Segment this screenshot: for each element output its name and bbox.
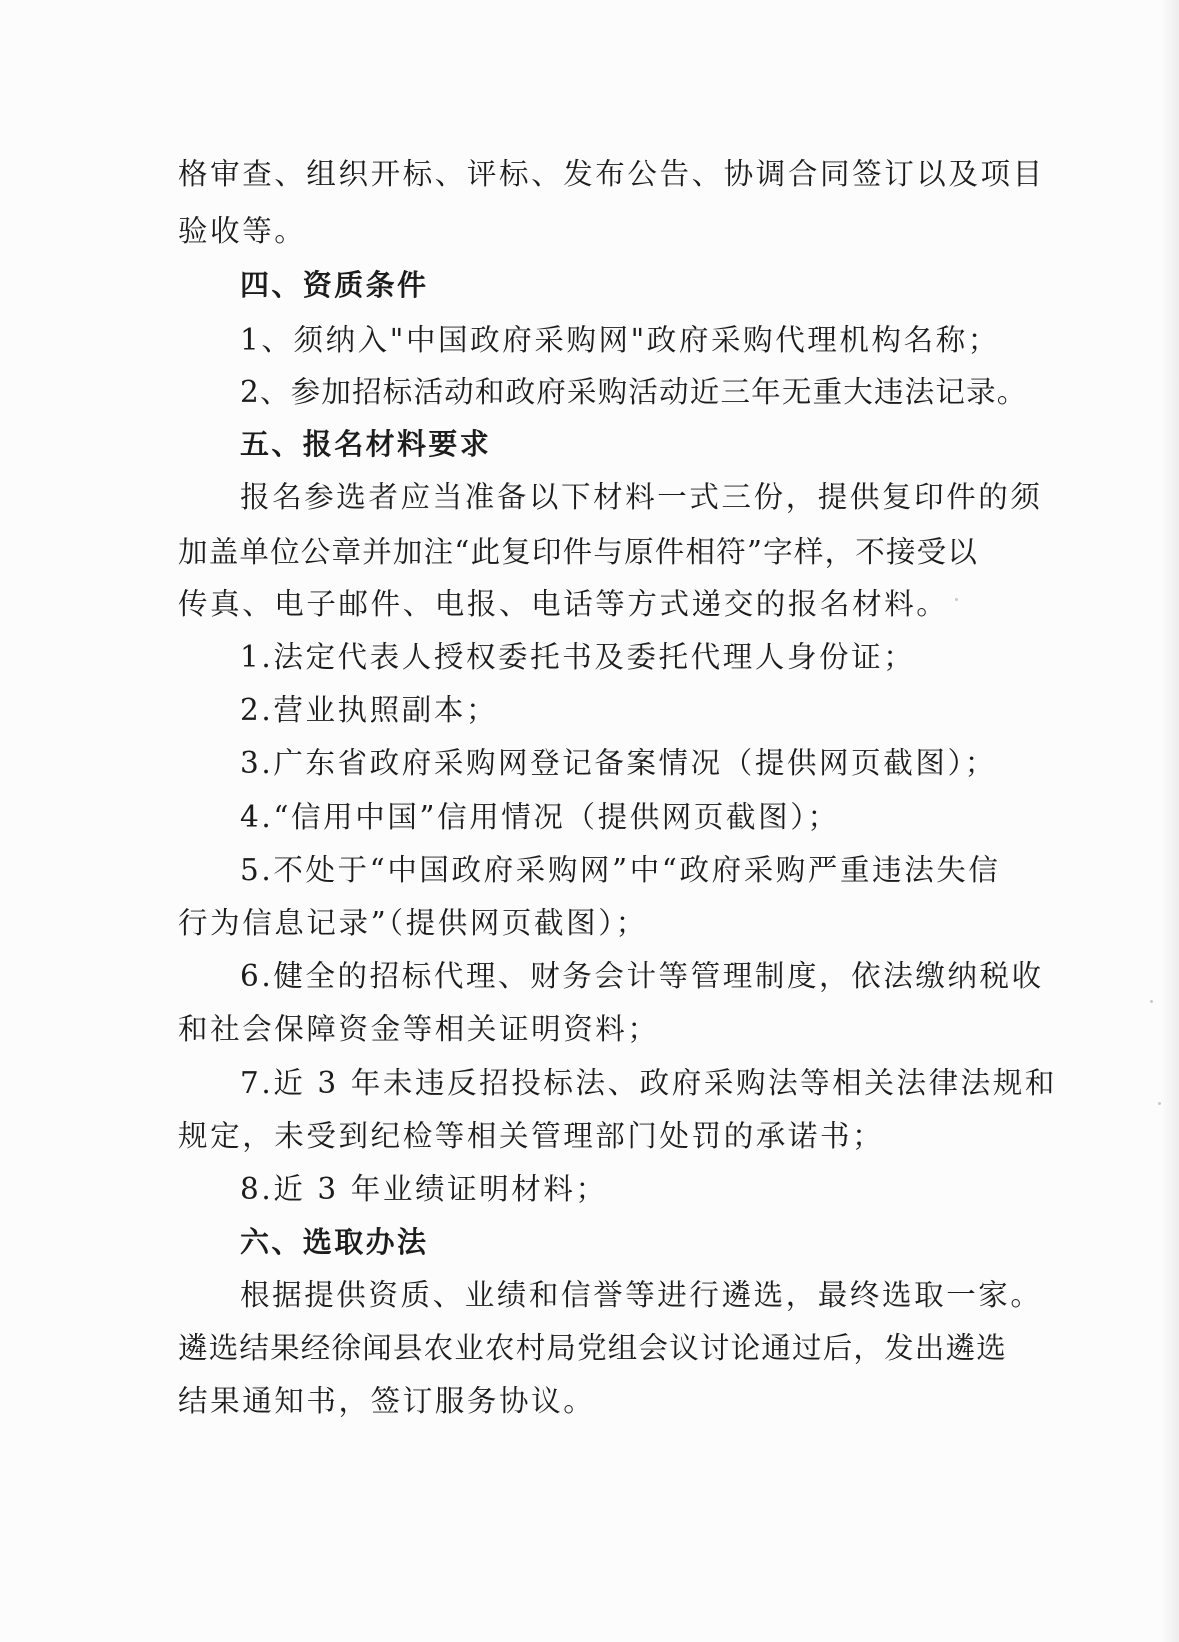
paragraph-line: 验收等。 — [178, 214, 307, 248]
paragraph-line: 根据提供资质、业绩和信誉等进行遴选，最终选取一家。 — [240, 1278, 1043, 1312]
scan-speck — [955, 598, 958, 601]
paragraph-line: 结果通知书，签订服务协议。 — [178, 1384, 596, 1418]
paragraph-line: 传真、电子邮件、电报、电话等方式递交的报名材料。 — [178, 587, 949, 621]
list-item: 1、须纳入"中国政府采购网"政府采购代理机构名称； — [240, 323, 1000, 357]
list-item: 2、参加招标活动和政府采购活动近三年无重大违法记录。 — [240, 375, 1028, 409]
section-heading-qualifications: 四、资质条件 — [240, 268, 429, 302]
list-item: 8.近 3 年业绩证明材料； — [240, 1172, 608, 1206]
list-item: 7.近 3 年未违反招投标法、政府采购法等相关法律法规和 — [240, 1066, 1057, 1100]
list-item-continuation: 规定，未受到纪检等相关管理部门处罚的承诺书； — [178, 1119, 885, 1153]
list-item: 2.营业执照副本； — [240, 693, 499, 727]
paragraph-line: 报名参选者应当准备以下材料一式三份，提供复印件的须 — [240, 480, 1043, 514]
section-heading-selection: 六、选取办法 — [240, 1225, 429, 1259]
page-edge-shadow — [1161, 0, 1179, 1642]
list-item: 1.法定代表人授权委托书及委托代理人身份证； — [240, 640, 916, 674]
list-item-continuation: 行为信息记录”（提供网页截图）； — [178, 906, 648, 940]
section-heading-materials: 五、报名材料要求 — [240, 427, 492, 461]
scan-speck — [1150, 1000, 1153, 1003]
list-item: 4.“信用中国”信用情况（提供网页截图）； — [240, 800, 840, 834]
paragraph-line: 加盖单位公章并加注“此复印件与原件相符”字样，不接受以 — [178, 535, 979, 569]
list-item: 6.健全的招标代理、财务会计等管理制度，依法缴纳税收 — [240, 959, 1044, 993]
paragraph-line: 格审查、组织开标、评标、发布公告、协调合同签订以及项目 — [178, 157, 1045, 191]
scan-speck — [1158, 1102, 1161, 1105]
list-item: 5.不处于“中国政府采购网”中“政府采购严重违法失信 — [240, 853, 1001, 887]
list-item: 3.广东省政府采购网登记备案情况（提供网页截图）； — [240, 746, 997, 780]
paragraph-line: 遴选结果经徐闻县农业农村局党组会议讨论通过后，发出遴选 — [178, 1331, 1007, 1365]
list-item-continuation: 和社会保障资金等相关证明资料； — [178, 1012, 660, 1046]
